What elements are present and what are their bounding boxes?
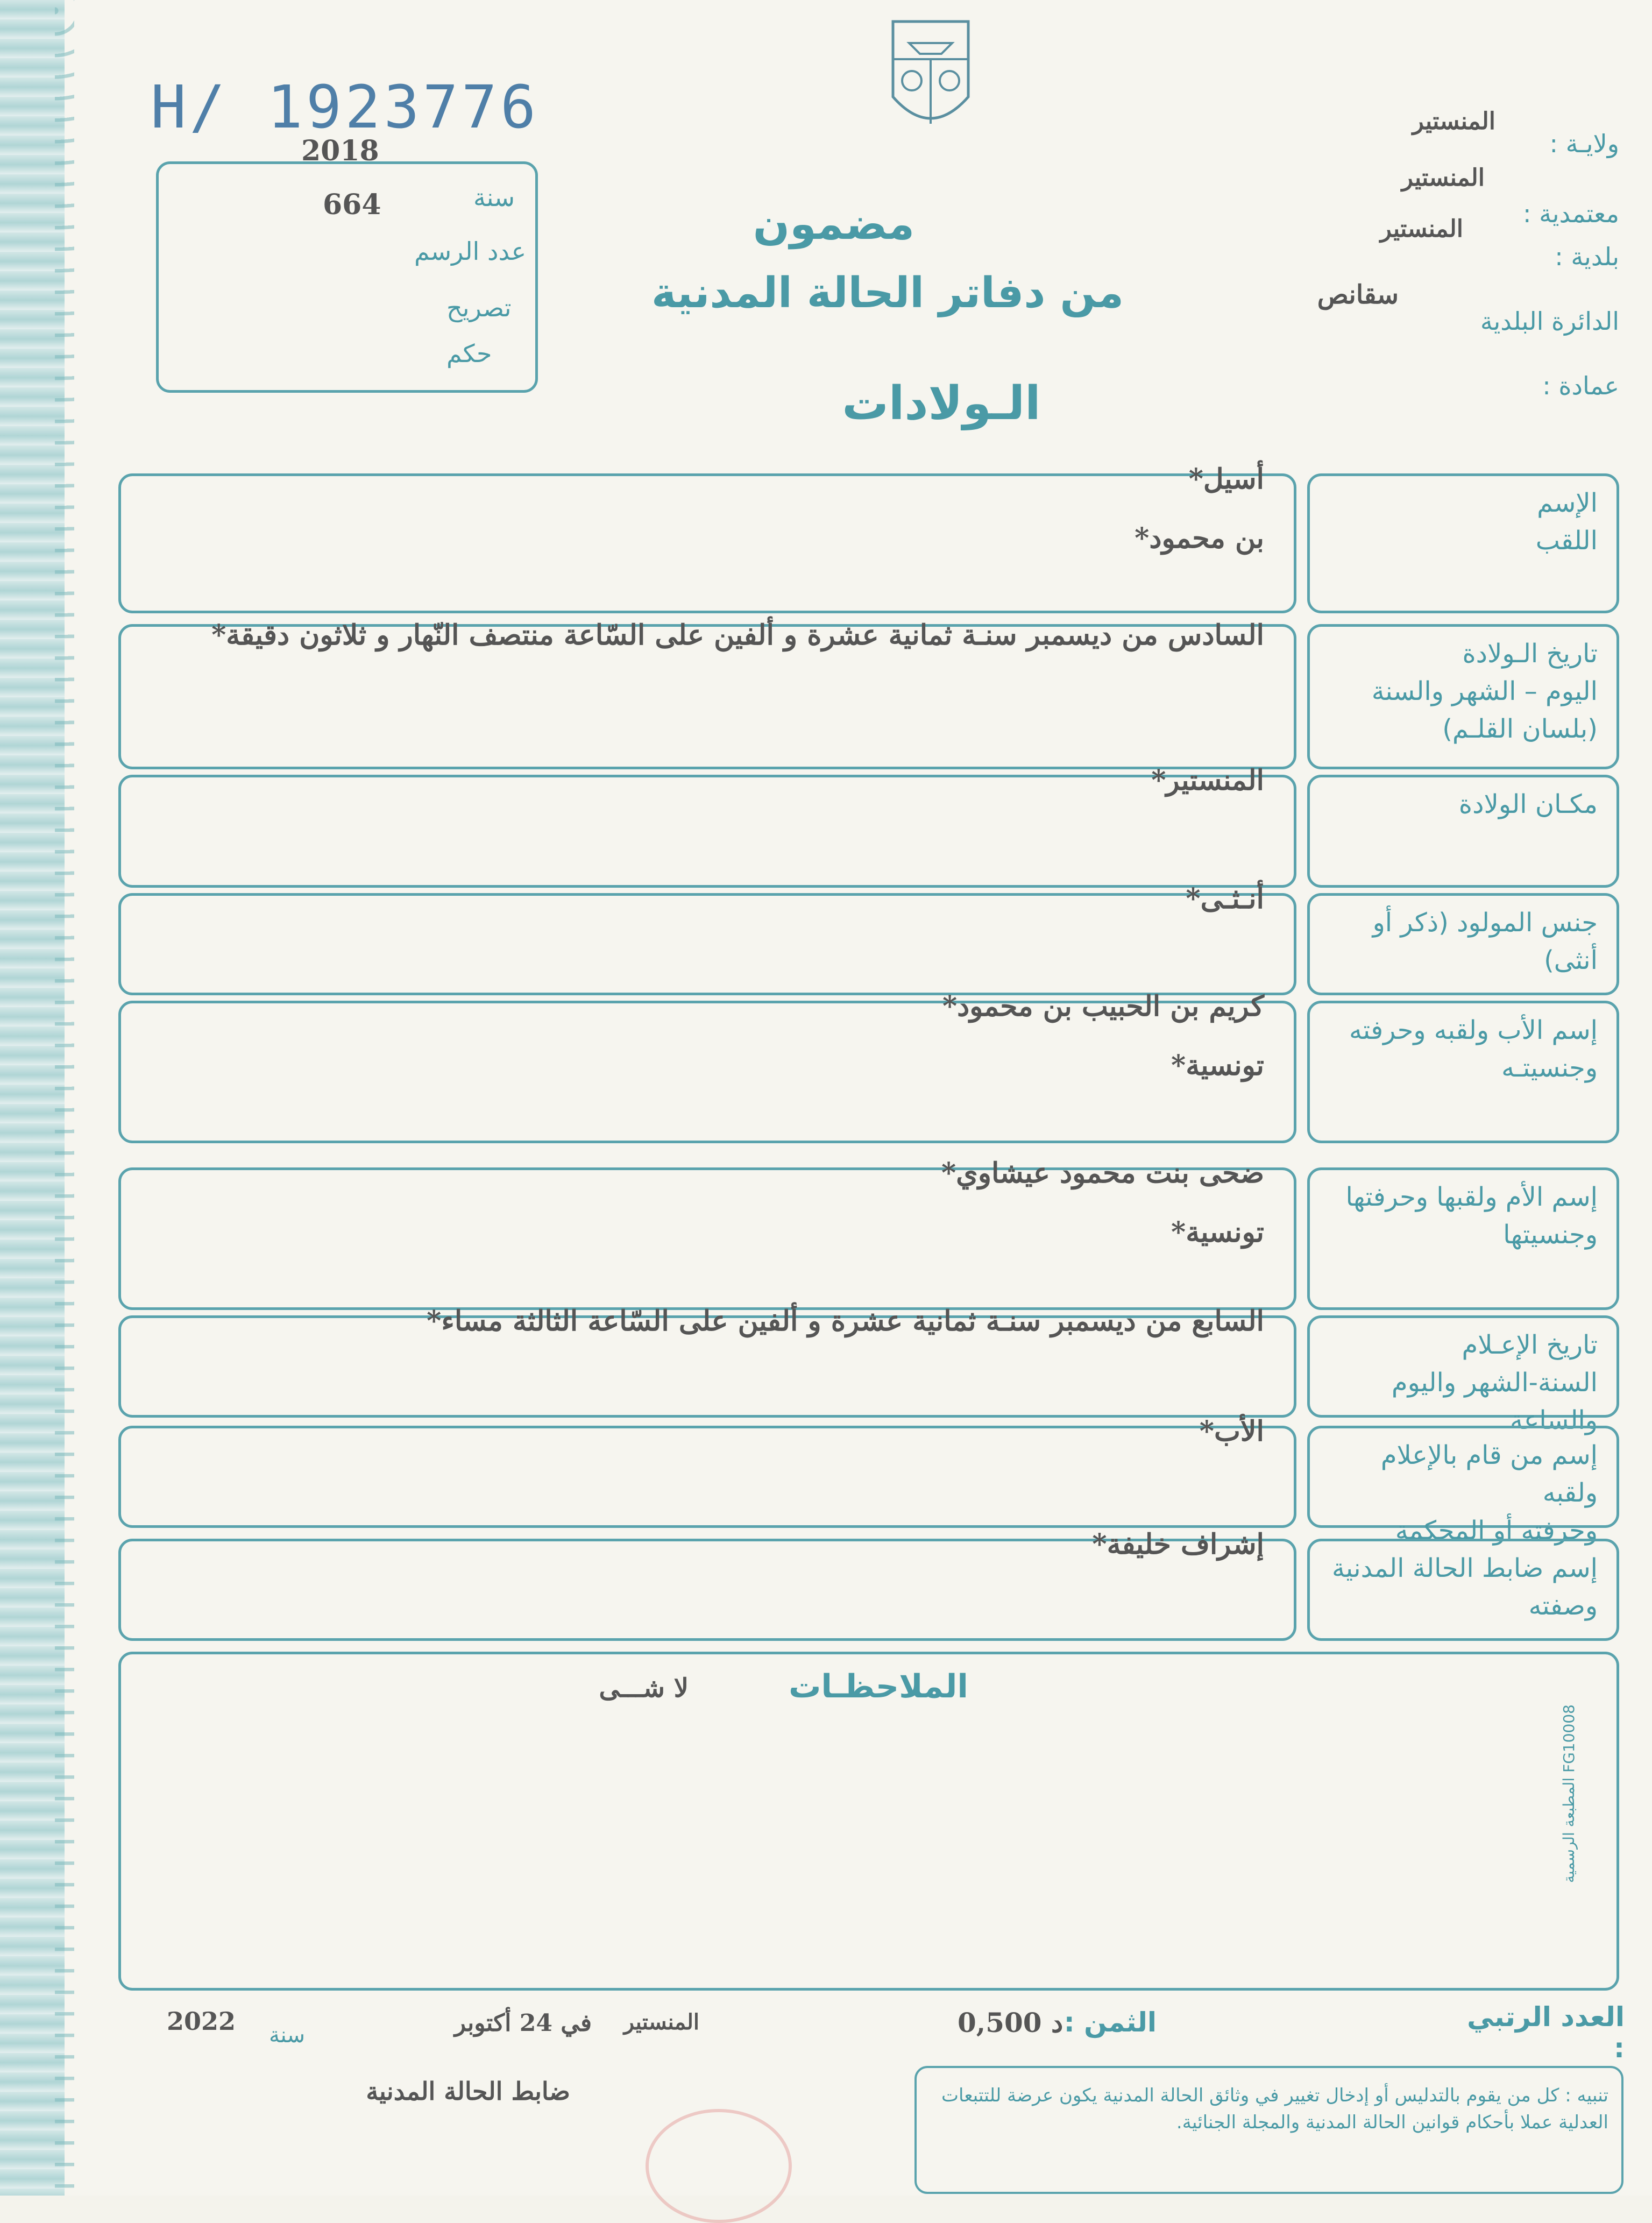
- title-registers: من دفاتر الحالة المدنية: [651, 269, 1124, 317]
- field-label: إسم الأب ولقبه وحرفته وجنسيتـه: [1349, 1015, 1598, 1083]
- field-value: الأب*: [1199, 1415, 1264, 1448]
- field-label: إسم ضابط الحالة المدنية وصفته: [1332, 1553, 1598, 1621]
- governorate-value: المنستير: [1412, 108, 1495, 135]
- officer-label: ضابط الحالة المدنية: [366, 2077, 570, 2106]
- registration-number: 664: [323, 188, 381, 221]
- declaration-label: تصريح: [446, 293, 512, 322]
- remarks-value: لا شـــى: [599, 1673, 689, 1703]
- governorate-label: ولايـة :: [1549, 129, 1619, 158]
- year-label: سنة: [473, 183, 515, 212]
- field-label: مكـان الولادة: [1458, 789, 1598, 819]
- field-value: ضحى بنت محمود عيشاوي*: [941, 1157, 1264, 1190]
- issue-place: المنستير: [623, 2009, 699, 2035]
- issue-date: في 24 أكتوبر: [454, 2009, 592, 2037]
- footer-year-label: سنة: [269, 2023, 306, 2048]
- field-label: إسم الأم ولقبها وحرفتها وجنسيتها: [1345, 1182, 1598, 1250]
- field-value: أسيل*: [1188, 463, 1264, 495]
- title-births: الـولادات: [842, 377, 1041, 430]
- price-label: الثمن :: [1063, 2007, 1157, 2038]
- stamp-icon: [646, 2109, 792, 2223]
- printer-mark: المطبعة الرسمية FG10008: [1560, 1704, 1578, 1883]
- serial-number: H/ 1923776: [151, 73, 540, 141]
- field-value: كريم بن الحبيب بن محمود*: [942, 990, 1264, 1023]
- price-value: 0,500 د: [958, 2007, 1063, 2038]
- field-label: تاريخ الإعـلام السنة-الشهر واليوم والساعة: [1391, 1330, 1598, 1435]
- delegation-value: المنستير: [1401, 164, 1485, 192]
- district-value: سقانص: [1317, 280, 1399, 310]
- field-label: الإسم اللقب: [1535, 488, 1598, 556]
- field-label: تاريخ الـولادة اليوم – الشهر والسنة (بلسان القلـم): [1371, 639, 1598, 744]
- field-label: إسم من قام بالإعلام ولقبه وحرفته أو المحكمة: [1380, 1440, 1598, 1546]
- delegation-label: معتمدية :: [1522, 199, 1619, 228]
- legal-notice: تنبيه : كل من يقوم بالتدليس أو إدخال تغيير في وثائق الحالة المدنية يكون عرضة للتتبعات العدلية عملا بأحكام قوانين الحالة المدنية والمجلة الجنائية.: [941, 2085, 1608, 2133]
- coat-of-arms-icon: [882, 0, 979, 145]
- field-value: تونسية*: [1171, 1049, 1264, 1082]
- field-value: أنـثـى*: [1186, 882, 1264, 915]
- year-value: 2018: [301, 134, 379, 167]
- field-value: إشراف خليفة*: [1092, 1528, 1264, 1561]
- field-value: المنستير*: [1151, 764, 1264, 797]
- field-value: السادس من ديسمبر سنـة ثمانية عشرة و ألفين على السّاعة منتصف النّهار و ثلاثون دقيقة*: [211, 619, 1264, 652]
- field-value: بن محمود*: [1135, 522, 1264, 555]
- field-value: السابع من ديسمبر سنـة ثمانية عشرة و ألفين على السّاعة الثالثة مساء*: [427, 1305, 1264, 1337]
- serial-label: العدد الرتبي :: [1467, 2001, 1625, 2064]
- municipality-label: بلدية :: [1555, 242, 1619, 271]
- remarks-label: الملاحظـات: [789, 1668, 968, 1705]
- registration-number-label: عدد الرسم: [414, 237, 527, 266]
- omda-label: عمادة :: [1542, 371, 1619, 400]
- field-label: جنس المولود (ذكر أو أنثى): [1372, 908, 1598, 975]
- decorative-border: [0, 0, 65, 2196]
- district-label: الدائرة البلدية: [1480, 307, 1619, 336]
- footer-year-value: 2022: [167, 2007, 236, 2036]
- field-value: تونسية*: [1171, 1216, 1264, 1249]
- judgment-label: حكم: [446, 339, 492, 368]
- title-content: مضمون: [753, 199, 915, 249]
- municipality-value: المنستير: [1380, 215, 1463, 243]
